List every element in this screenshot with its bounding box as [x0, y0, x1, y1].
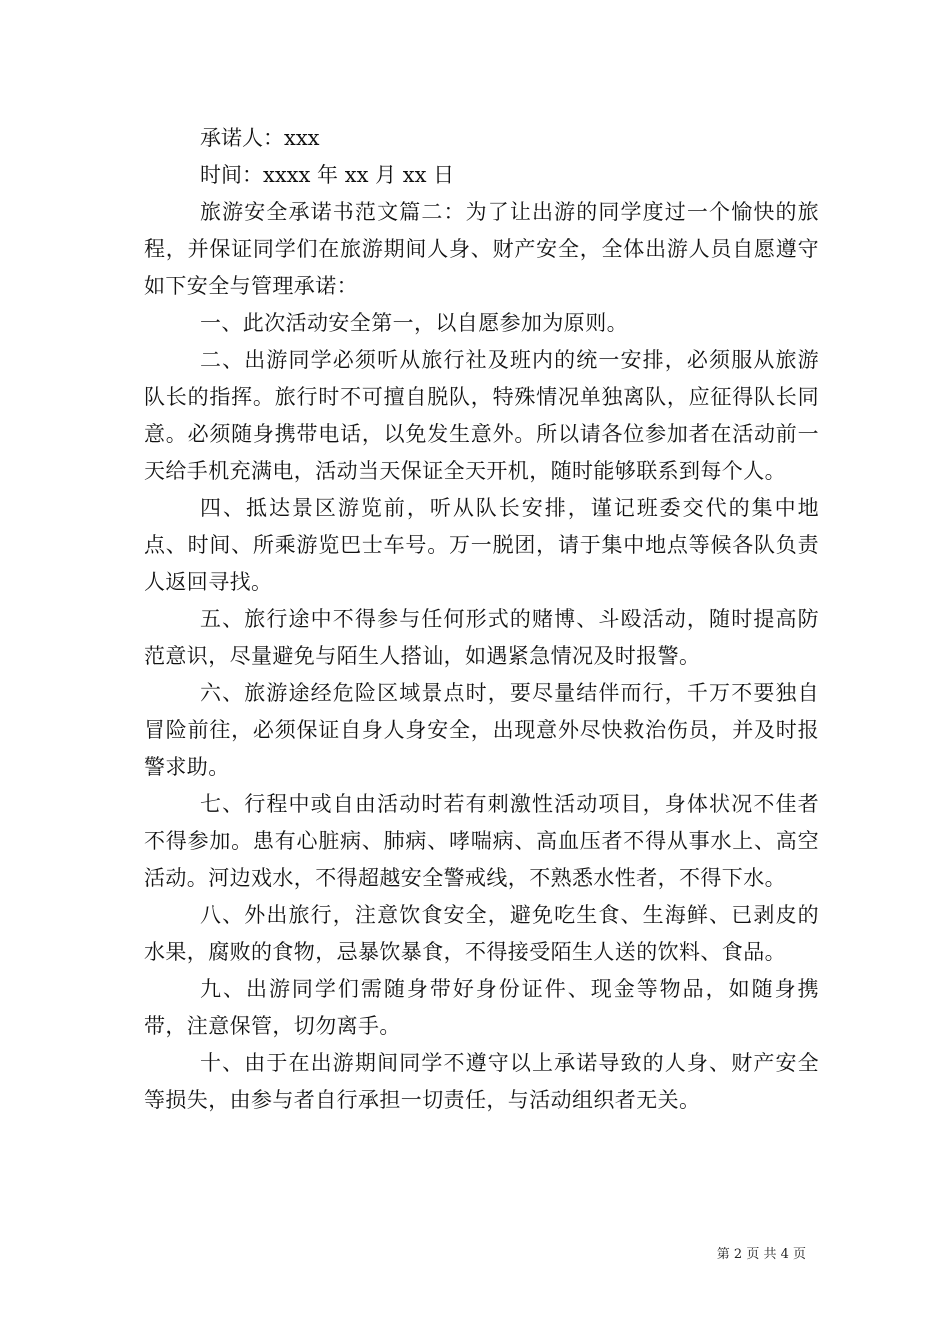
- paragraph-item-6: 六、旅游途经危险区域景点时，要尽量结伴而行，千万不要独自冒险前往，必须保证自身人身安全，出现意外尽快救治伤员，并及时报警求助。: [144, 681, 819, 779]
- paragraph-item-5: 五、旅行途中不得参与任何形式的赌博、斗殴活动，随时提高防范意识，尽量避免与陌生人搭讪，如遇紧急情况及时报警。: [144, 607, 819, 668]
- date-line: 时间：xxxx 年 xx 月 xx 日: [200, 163, 455, 187]
- signer-line: 承诺人：xxx: [200, 126, 320, 150]
- paragraph-item-8: 八、外出旅行，注意饮食安全，避免吃生食、生海鲜、已剥皮的水果，腐败的食物，忌暴饮暴食，不得接受陌生人送的饮料、食品。: [144, 903, 819, 964]
- paragraph-item-4: 四、抵达景区游览前，听从队长安排，谨记班委交代的集中地点、时间、所乘游览巴士车号。万一脱团，请于集中地点等候各队负责人返回寻找。: [144, 496, 819, 594]
- paragraph-item-1: 一、此次活动安全第一，以自愿参加为原则。: [200, 311, 628, 335]
- paragraph-intro: 旅游安全承诺书范文篇二：为了让出游的同学度过一个愉快的旅程，并保证同学们在旅游期间人身、财产安全，全体出游人员自愿遵守如下安全与管理承诺：: [144, 200, 819, 298]
- paragraph-item-9: 九、出游同学们需随身带好身份证件、现金等物品，如随身携带，注意保管，切勿离手。: [144, 977, 819, 1038]
- paragraph-item-10: 十、由于在出游期间同学不遵守以上承诺导致的人身、财产安全等损失，由参与者自行承担一切责任，与活动组织者无关。: [144, 1051, 819, 1112]
- paragraph-item-7: 七、行程中或自由活动时若有刺激性活动项目，身体状况不佳者不得参加。患有心脏病、肺病、哮喘病、高血压者不得从事水上、高空活动。河边戏水，不得超越安全警戒线，不熟悉水性者，不得下水。: [144, 792, 819, 890]
- paragraph-item-2: 二、出游同学必须听从旅行社及班内的统一安排，必须服从旅游队长的指挥。旅行时不可擅自脱队，特殊情况单独离队，应征得队长同意。必须随身携带电话，以免发生意外。所以请各位参加者在活动前一天给手机充满电，活动当天保证全天开机，随时能够联系到每个人。: [144, 348, 819, 483]
- page-number-footer: 第 2 页 共 4 页: [716, 1247, 806, 1262]
- document-body: [144, 120, 819, 1119]
